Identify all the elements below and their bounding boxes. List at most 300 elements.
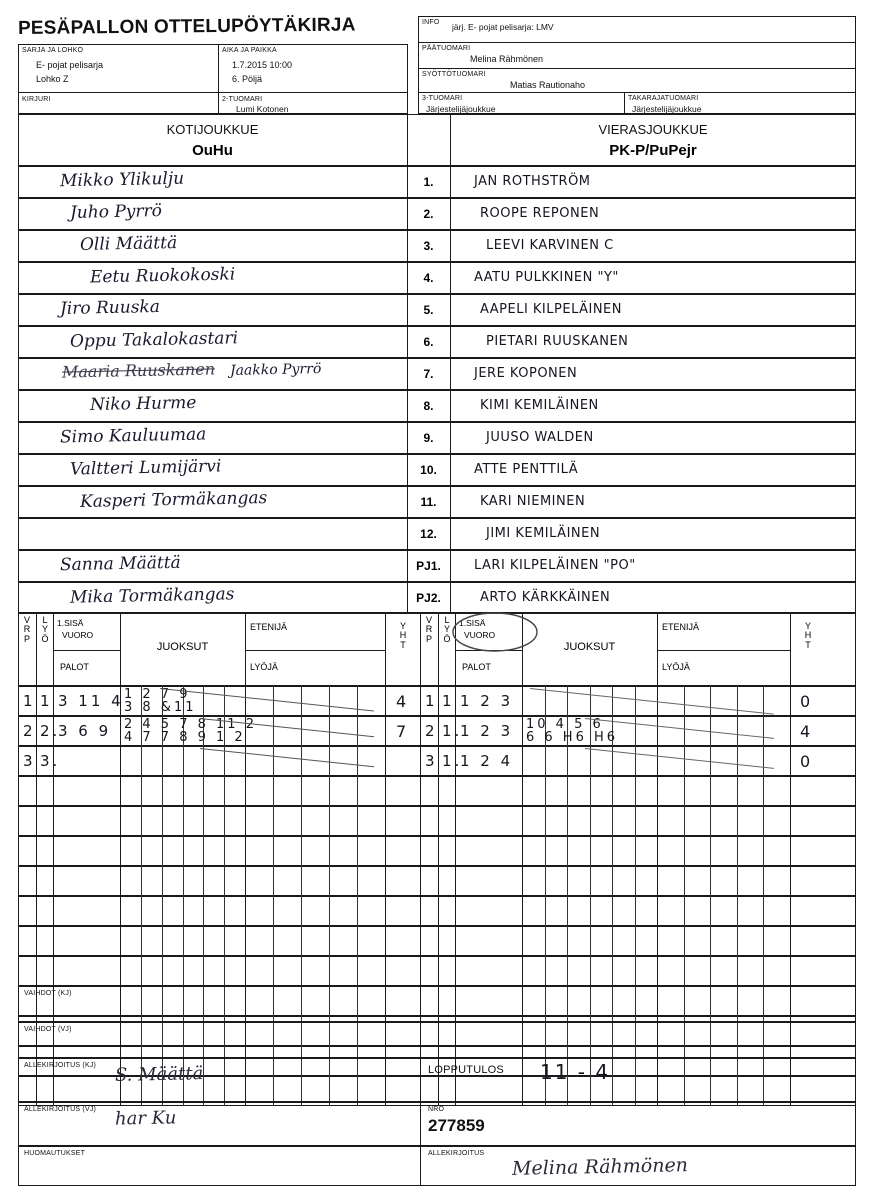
divider bbox=[407, 114, 408, 166]
divider bbox=[763, 926, 764, 956]
divider bbox=[612, 926, 613, 956]
divider bbox=[162, 926, 163, 956]
divider bbox=[357, 716, 358, 746]
lineup-number: 5. bbox=[423, 303, 434, 317]
away-player-name: KARI NIEMINEN bbox=[480, 494, 586, 509]
divider bbox=[218, 92, 219, 114]
divider bbox=[385, 896, 386, 926]
divider bbox=[385, 956, 386, 986]
divider bbox=[385, 806, 386, 836]
divider bbox=[763, 836, 764, 866]
divider bbox=[737, 686, 738, 716]
away-lyo-value: 1. bbox=[442, 722, 463, 740]
divider bbox=[763, 806, 764, 836]
divider bbox=[245, 956, 246, 986]
divider bbox=[657, 896, 658, 926]
divider bbox=[590, 866, 591, 896]
divider bbox=[141, 836, 142, 866]
divider bbox=[301, 746, 302, 776]
home-player-name: Mika Tormäkangas bbox=[69, 584, 235, 608]
lineup-number: 8. bbox=[423, 399, 434, 413]
divider bbox=[162, 866, 163, 896]
divider bbox=[635, 716, 636, 746]
divider bbox=[36, 926, 37, 956]
divider bbox=[612, 956, 613, 986]
divider bbox=[684, 686, 685, 716]
divider bbox=[763, 896, 764, 926]
lineup-number: 9. bbox=[423, 431, 434, 445]
divider bbox=[567, 686, 568, 716]
divider bbox=[635, 746, 636, 776]
divider bbox=[183, 956, 184, 986]
juoksut-label-away: JUOKSUT bbox=[563, 641, 616, 653]
divider bbox=[635, 866, 636, 896]
divider bbox=[53, 926, 54, 956]
away-team-label: VIERASJOUKKUE bbox=[598, 122, 708, 137]
divider bbox=[737, 926, 738, 956]
divider bbox=[120, 836, 121, 866]
home-yht-value: 7 bbox=[396, 722, 410, 741]
paatuomari-label: PÄÄTUOMARI bbox=[422, 45, 471, 52]
divider bbox=[790, 746, 791, 776]
home-player-name: Oppu Takalokastari bbox=[69, 328, 239, 352]
kirjuri-label: KIRJURI bbox=[22, 96, 51, 103]
divider bbox=[522, 806, 523, 836]
lineup-number: 11. bbox=[420, 495, 437, 509]
divider bbox=[53, 776, 54, 806]
divider bbox=[438, 746, 439, 776]
divider bbox=[273, 836, 274, 866]
divider bbox=[522, 836, 523, 866]
divider bbox=[684, 806, 685, 836]
divider bbox=[141, 776, 142, 806]
divider bbox=[545, 776, 546, 806]
divider bbox=[203, 746, 204, 776]
divider bbox=[203, 686, 204, 716]
divider bbox=[737, 746, 738, 776]
divider bbox=[612, 776, 613, 806]
divider bbox=[141, 806, 142, 836]
divider bbox=[790, 776, 791, 806]
divider bbox=[203, 866, 204, 896]
divider bbox=[450, 198, 451, 230]
home-runs-top: 2 4 5 7 8 11 2 bbox=[124, 717, 257, 732]
aika-value-1: 1.7.2015 10:00 bbox=[232, 60, 293, 70]
home-team-label: KOTIJOUKKUE bbox=[166, 122, 259, 137]
divider bbox=[420, 836, 421, 866]
divider bbox=[657, 926, 658, 956]
vaihdot-vj-label: VAIHDOT (VJ) bbox=[24, 1026, 72, 1033]
divider bbox=[357, 956, 358, 986]
divider bbox=[545, 746, 546, 776]
divider bbox=[203, 776, 204, 806]
away-lyo-value: 1 bbox=[442, 692, 455, 710]
divider bbox=[450, 518, 451, 550]
tuomari3-label: 3-TUOMARI bbox=[422, 95, 463, 102]
lyo-header-away: L Y Ö bbox=[443, 615, 451, 644]
divider bbox=[329, 866, 330, 896]
home-vrp-value: 3 bbox=[23, 752, 36, 770]
home-vrp-value: 2 bbox=[23, 722, 36, 740]
divider bbox=[36, 956, 37, 986]
divider bbox=[737, 776, 738, 806]
away-runs-top: 10 4 5 6 bbox=[526, 717, 604, 732]
divider bbox=[567, 926, 568, 956]
divider bbox=[635, 956, 636, 986]
score-row-box bbox=[18, 926, 856, 956]
divider bbox=[120, 716, 121, 746]
divider bbox=[635, 896, 636, 926]
divider bbox=[329, 926, 330, 956]
page-title-container bbox=[18, 16, 408, 42]
lineup-number: 3. bbox=[423, 239, 434, 253]
divider bbox=[590, 686, 591, 716]
divider bbox=[420, 956, 421, 986]
divider bbox=[522, 896, 523, 926]
divider bbox=[438, 926, 439, 956]
divider bbox=[36, 836, 37, 866]
divider bbox=[301, 776, 302, 806]
divider bbox=[737, 896, 738, 926]
vrp-header-home: V R P bbox=[23, 615, 31, 644]
divider bbox=[763, 746, 764, 776]
divider bbox=[790, 686, 791, 716]
score-row-box bbox=[18, 896, 856, 926]
syottotuomari-label: SYÖTTÖTUOMARI bbox=[422, 71, 486, 78]
divider bbox=[438, 716, 439, 746]
divider bbox=[684, 836, 685, 866]
home-player-name-struck: Maaria Ruuskanen bbox=[61, 359, 216, 382]
divider bbox=[635, 806, 636, 836]
divider bbox=[438, 806, 439, 836]
away-vrp-value: 1 bbox=[425, 692, 438, 710]
away-player-name: LEEVI KARVINEN C bbox=[486, 238, 614, 253]
huomautukset-label: HUOMAUTUKSET bbox=[24, 1150, 86, 1157]
divider bbox=[36, 806, 37, 836]
away-team-name: PK-P/PuPejr bbox=[609, 142, 697, 159]
vaihdot-kj-label: VAIHDOT (KJ) bbox=[24, 990, 72, 997]
away-player-name: AAPELI KILPELÄINEN bbox=[480, 302, 622, 317]
home-runs-bottom: 4 7 7 8 9 1 2 bbox=[124, 730, 246, 745]
divider bbox=[420, 896, 421, 926]
divider bbox=[763, 776, 764, 806]
info-value: järj. E- pojat pelisarja: LMV bbox=[452, 22, 554, 32]
home-runs-bottom: 3 8 &11 bbox=[124, 700, 197, 715]
divider bbox=[224, 836, 225, 866]
divider bbox=[790, 806, 791, 836]
divider bbox=[710, 776, 711, 806]
tuomari3-value: Järjestelijäjoukkue bbox=[426, 104, 496, 114]
juoksut-label-home: JUOKSUT bbox=[156, 641, 209, 653]
allekirjoitus-vj-label: ALLEKIRJOITUS (VJ) bbox=[24, 1106, 97, 1113]
divider bbox=[450, 486, 451, 518]
paatuomari-value: Melina Rähmönen bbox=[470, 54, 544, 64]
divider bbox=[763, 866, 764, 896]
divider bbox=[635, 776, 636, 806]
divider bbox=[420, 926, 421, 956]
lopputulos-label: LOPPUTULOS bbox=[428, 1064, 504, 1076]
divider bbox=[790, 866, 791, 896]
divider bbox=[420, 1146, 421, 1186]
divider bbox=[273, 746, 274, 776]
away-yht-value: 4 bbox=[800, 722, 814, 741]
divider bbox=[36, 716, 37, 746]
divider bbox=[162, 806, 163, 836]
lineup-number: PJ2. bbox=[416, 591, 441, 605]
divider bbox=[710, 926, 711, 956]
divider bbox=[224, 956, 225, 986]
info-label: INFO bbox=[422, 19, 440, 26]
divider bbox=[684, 956, 685, 986]
divider bbox=[203, 836, 204, 866]
divider bbox=[567, 956, 568, 986]
divider bbox=[455, 926, 456, 956]
sarja-label: SARJA JA LOHKO bbox=[22, 47, 84, 54]
divider bbox=[710, 836, 711, 866]
divider bbox=[612, 686, 613, 716]
syottotuomari-value: Matias Rautionaho bbox=[510, 80, 586, 90]
divider bbox=[224, 896, 225, 926]
away-player-name: AATU PULKKINEN "Y" bbox=[474, 270, 619, 285]
score-row-box bbox=[18, 866, 856, 896]
aika-value-2: 6. Pöljä bbox=[232, 74, 263, 84]
divider bbox=[624, 92, 625, 114]
divider bbox=[684, 716, 685, 746]
divider bbox=[438, 896, 439, 926]
home-lyo-value: 2. bbox=[40, 722, 61, 740]
home-player-name: Mikko Ylikulju bbox=[59, 168, 185, 192]
away-vrp-value: 3 bbox=[425, 752, 438, 770]
divider bbox=[455, 806, 456, 836]
lineup-number: 2. bbox=[423, 207, 434, 221]
home-player-name: Eetu Ruokokoski bbox=[89, 264, 236, 288]
divider bbox=[120, 776, 121, 806]
home-palot-value: 3 6 9 bbox=[58, 722, 112, 740]
divider bbox=[141, 866, 142, 896]
divider bbox=[385, 716, 386, 746]
divider bbox=[737, 806, 738, 836]
divider bbox=[612, 866, 613, 896]
divider bbox=[357, 806, 358, 836]
divider bbox=[420, 686, 421, 716]
divider bbox=[420, 1102, 421, 1146]
divider bbox=[657, 776, 658, 806]
divider bbox=[245, 806, 246, 836]
divider bbox=[329, 686, 330, 716]
lineup-number: 1. bbox=[423, 175, 434, 189]
divider bbox=[224, 776, 225, 806]
divider bbox=[684, 896, 685, 926]
home-player-name: Simo Kauluumaa bbox=[59, 424, 207, 448]
away-lyo-value: 1. bbox=[442, 752, 463, 770]
divider bbox=[455, 896, 456, 926]
divider bbox=[329, 806, 330, 836]
divider bbox=[590, 926, 591, 956]
divider bbox=[385, 866, 386, 896]
divider bbox=[522, 926, 523, 956]
home-player-name: Juho Pyrrö bbox=[69, 201, 163, 223]
divider bbox=[567, 806, 568, 836]
home-player-name: Sanna Määttä bbox=[59, 552, 181, 576]
sarja-value-2: Lohko Z bbox=[36, 74, 69, 84]
divider bbox=[301, 896, 302, 926]
tuomari2-value: Lumi Kotonen bbox=[236, 104, 289, 114]
home-player-name: Olli Määttä bbox=[79, 232, 178, 256]
divider bbox=[567, 746, 568, 776]
divider bbox=[183, 746, 184, 776]
away-player-name: JERE KOPONEN bbox=[474, 366, 578, 381]
away-yht-value: 0 bbox=[800, 692, 814, 711]
divider bbox=[567, 866, 568, 896]
divider bbox=[273, 956, 274, 986]
divider bbox=[590, 746, 591, 776]
divider bbox=[385, 776, 386, 806]
nro-label: NRO bbox=[428, 1106, 445, 1113]
divider bbox=[329, 956, 330, 986]
divider bbox=[245, 926, 246, 956]
divider bbox=[357, 776, 358, 806]
divider bbox=[418, 68, 856, 69]
score-row-box bbox=[18, 956, 856, 986]
divider bbox=[545, 926, 546, 956]
divider bbox=[53, 896, 54, 926]
divider bbox=[385, 746, 386, 776]
divider bbox=[53, 806, 54, 836]
away-player-name: ARTO KÄRKKÄINEN bbox=[480, 590, 611, 605]
vaihdot-kj-box bbox=[18, 986, 856, 1022]
lyoja-label-away: LYÖJÄ bbox=[662, 662, 690, 672]
divider bbox=[273, 896, 274, 926]
etenija-label-away: ETENIJÄ bbox=[662, 622, 700, 632]
divider bbox=[245, 650, 385, 651]
divider bbox=[684, 776, 685, 806]
palot-label-home: PALOT bbox=[60, 662, 89, 672]
divider bbox=[763, 956, 764, 986]
divider bbox=[522, 776, 523, 806]
divider bbox=[420, 866, 421, 896]
divider bbox=[183, 926, 184, 956]
divider bbox=[590, 836, 591, 866]
divider bbox=[710, 956, 711, 986]
divider bbox=[357, 836, 358, 866]
divider bbox=[635, 836, 636, 866]
lineup-number: PJ1. bbox=[416, 559, 441, 573]
divider bbox=[450, 262, 451, 294]
divider bbox=[450, 326, 451, 358]
etenija-label-home: ETENIJÄ bbox=[250, 622, 288, 632]
divider bbox=[183, 866, 184, 896]
away-player-name: JUUSO WALDEN bbox=[486, 430, 594, 445]
divider bbox=[612, 896, 613, 926]
away-player-name: ROOPE REPONEN bbox=[480, 206, 600, 221]
divider bbox=[301, 956, 302, 986]
divider bbox=[162, 956, 163, 986]
page-title: PESÄPALLON OTTELUPÖYTÄKIRJA bbox=[17, 14, 356, 40]
divider bbox=[141, 926, 142, 956]
divider bbox=[53, 866, 54, 896]
divider bbox=[450, 390, 451, 422]
divider bbox=[590, 956, 591, 986]
divider bbox=[245, 746, 246, 776]
divider bbox=[635, 686, 636, 716]
divider bbox=[385, 836, 386, 866]
divider bbox=[420, 746, 421, 776]
divider bbox=[357, 896, 358, 926]
lyo-header-home: L Y Ö bbox=[41, 615, 49, 644]
sisa-label-away-1: 1.SISÄ bbox=[459, 618, 486, 628]
divider bbox=[224, 806, 225, 836]
away-palot-value: 1 2 3 bbox=[460, 692, 514, 710]
divider bbox=[790, 836, 791, 866]
lineup-number: 6. bbox=[423, 335, 434, 349]
divider bbox=[120, 926, 121, 956]
divider bbox=[245, 896, 246, 926]
divider bbox=[684, 746, 685, 776]
takarajatuomari-value: Järjestelijäjoukkue bbox=[632, 104, 702, 114]
divider bbox=[450, 422, 451, 454]
home-lyo-value: 3. bbox=[40, 752, 61, 770]
tuomari2-label: 2-TUOMARI bbox=[222, 96, 263, 103]
home-yht-value: 4 bbox=[396, 692, 410, 711]
divider bbox=[684, 866, 685, 896]
divider bbox=[203, 806, 204, 836]
divider bbox=[120, 806, 121, 836]
divider bbox=[203, 926, 204, 956]
nro-value: 277859 bbox=[428, 1116, 485, 1135]
divider bbox=[545, 866, 546, 896]
divider bbox=[590, 776, 591, 806]
divider bbox=[612, 806, 613, 836]
aika-label: AIKA JA PAIKKA bbox=[222, 47, 277, 54]
away-player-name: JAN ROTHSTRÖM bbox=[474, 174, 591, 189]
divider bbox=[301, 686, 302, 716]
divider bbox=[301, 806, 302, 836]
divider bbox=[162, 746, 163, 776]
lyoja-label-home: LYÖJÄ bbox=[250, 662, 278, 672]
sisa-label-home-2: VUORO bbox=[62, 630, 94, 640]
divider bbox=[418, 42, 856, 43]
score-row-box bbox=[18, 836, 856, 866]
away-player-name: KIMI KEMILÄINEN bbox=[480, 398, 599, 413]
divider bbox=[357, 926, 358, 956]
divider bbox=[36, 866, 37, 896]
divider bbox=[450, 454, 451, 486]
home-player-name: Kasperi Tormäkangas bbox=[79, 488, 268, 512]
divider bbox=[53, 836, 54, 866]
divider bbox=[36, 746, 37, 776]
home-team-name: OuHu bbox=[192, 142, 233, 159]
divider bbox=[273, 776, 274, 806]
allekirjoitus-value: Melina Rähmönen bbox=[511, 1154, 689, 1180]
divider bbox=[224, 926, 225, 956]
allekirjoitus-label: ALLEKIRJOITUS bbox=[428, 1150, 485, 1157]
divider bbox=[710, 806, 711, 836]
home-runs-top: 1 2 7 9 bbox=[124, 687, 191, 702]
divider bbox=[545, 956, 546, 986]
divider bbox=[357, 746, 358, 776]
home-lyo-value: 1 bbox=[40, 692, 53, 710]
divider bbox=[183, 896, 184, 926]
divider bbox=[53, 686, 54, 716]
divider bbox=[737, 716, 738, 746]
divider bbox=[635, 926, 636, 956]
divider bbox=[790, 956, 791, 986]
divider bbox=[455, 866, 456, 896]
away-yht-value: 0 bbox=[800, 752, 814, 771]
divider bbox=[522, 866, 523, 896]
divider bbox=[710, 686, 711, 716]
divider bbox=[329, 776, 330, 806]
